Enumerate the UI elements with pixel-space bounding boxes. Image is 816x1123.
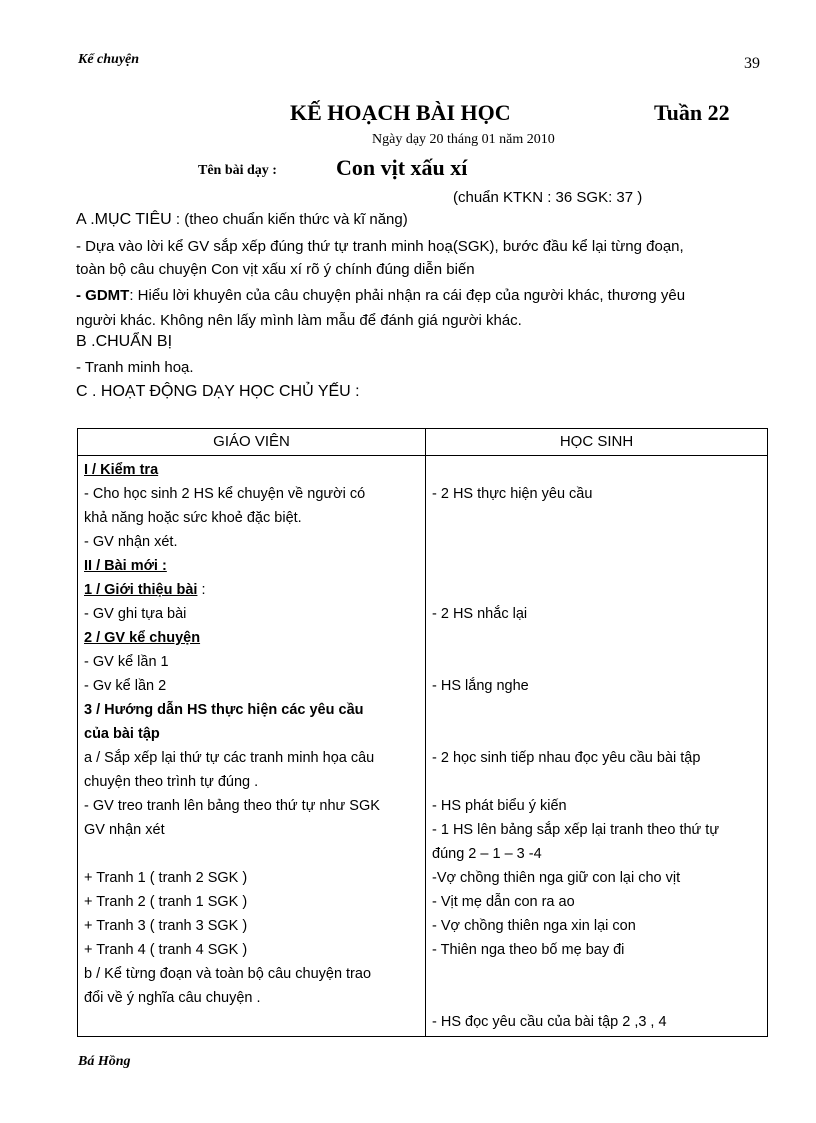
student-line: - 2 HS thực hiện yêu cầu [432,486,593,502]
teacher-intro-heading: 1 / Giới thiệu bài [84,582,198,598]
teacher-line: đổi về ý nghĩa câu chuyện . [84,990,261,1006]
student-line [432,986,761,1010]
teacher-line: I / Kiểm tra [84,462,159,478]
section-a-heading [76,211,408,229]
teacher-line: + Tranh 4 ( tranh 4 SGK ) [84,942,248,958]
teacher-line: - GV kể lần 1 [84,654,169,670]
student-line [432,626,761,650]
teacher-intro-suffix: : [197,582,206,598]
header-subject: Kể chuyện [78,52,140,67]
teacher-line: - GV treo tranh lên bảng theo thứ tự như SGK [84,798,380,814]
gdmt-label: - GDMT [76,287,130,304]
student-line: - 2 HS nhắc lại [432,606,528,622]
student-line: - Thiên nga theo bố mẹ bay đi [432,942,625,958]
gdmt-line-2: người khác. Không nên lấy mình làm mẫu để đánh giá người khác. [76,312,522,329]
teacher-line: chuyện theo trình tự đúng . [84,774,259,790]
teacher-line: a / Sắp xếp lại thứ tự các tranh minh họa câu [84,750,375,766]
student-line [432,650,761,674]
student-line [432,722,761,746]
teacher-column-header: GIÁO VIÊN [78,429,426,456]
student-line: đúng 2 – 1 – 3 -4 [432,846,542,862]
table-body-row [78,456,768,1037]
student-line [432,962,761,986]
teacher-line [84,578,419,602]
lesson-label: Tên bài dạy : [198,163,277,178]
student-line [432,530,761,554]
teacher-line: khả năng hoặc sức khoẻ đặc biệt. [84,510,302,526]
student-line: - HS lắng nghe [432,678,529,694]
page-number: 39 [744,55,760,72]
section-b-title: B .CHUẨN BỊ [76,333,173,350]
activity-table [77,428,768,1037]
gdmt-line-1 [76,287,685,304]
page-title: KẾ HOẠCH BÀI HỌC [290,100,511,125]
student-line: - 1 HS lên bảng sắp xếp lại tranh theo thứ tự [432,822,720,838]
standard-reference: (chuẩn KTKN : 36 SGK: 37 ) [453,189,643,206]
teacher-line: + Tranh 2 ( tranh 1 SGK ) [84,894,248,910]
teacher-line: + Tranh 1 ( tranh 2 SGK ) [84,870,248,886]
lesson-name: Con vịt xấu xí [336,155,468,180]
teacher-line: 3 / Hướng dẫn HS thực hiện các yêu cầu [84,702,364,718]
student-line: -Vợ chồng thiên nga giữ con lại cho vịt [432,870,681,886]
table-header-row [78,429,768,456]
teacher-column [78,456,426,1037]
section-a-title: A .MỤC TIÊU [76,211,172,228]
student-line: - HS phát biểu ý kiến [432,798,567,814]
teacher-line: - Gv kể lần 2 [84,678,167,694]
week-label: Tuần 22 [654,100,730,125]
objective-line-2: toàn bộ câu chuyện Con vịt xấu xí rõ ý chính đúng diễn biến [76,261,475,278]
teacher-line: của bài tập [84,726,160,742]
teacher-line: 2 / GV kể chuyện [84,630,201,646]
student-line [432,458,761,482]
teacher-line: II / Bài mới : [84,558,167,574]
student-line [432,578,761,602]
student-line: - HS đọc yêu cầu của bài tập 2 ,3 , 4 [432,1014,667,1030]
section-c-title: C . HOẠT ĐỘNG DẠY HỌC CHỦ YẾU : [76,383,360,400]
teacher-line: + Tranh 3 ( tranh 3 SGK ) [84,918,248,934]
footer-author: Bá Hồng [78,1054,131,1069]
objective-line-1: - Dựa vào lời kể GV sắp xếp đúng thứ tự tranh minh hoạ(SGK), bước đầu kể lại từng đoạn, [76,238,684,255]
student-column-header: HỌC SINH [426,429,768,456]
student-line [432,698,761,722]
student-line: - 2 học sinh tiếp nhau đọc yêu cầu bài tập [432,750,701,766]
teaching-date: Ngày dạy 20 tháng 01 năm 2010 [372,132,555,147]
student-line: - Vợ chồng thiên nga xin lại con [432,918,636,934]
gdmt-text-1: : Hiểu lời khuyên của câu chuyện phải nhận ra cái đẹp của người khác, thương yêu [129,287,686,304]
teacher-line: GV nhận xét [84,822,165,838]
teacher-line [84,842,419,866]
teacher-line: - GV ghi tựa bài [84,606,187,622]
student-line: - Vịt mẹ dẫn con ra ao [432,894,575,910]
section-a-suffix: : (theo chuẩn kiến thức và kĩ năng) [171,211,408,228]
student-column [426,456,768,1037]
teacher-line: - GV nhận xét. [84,534,178,550]
teacher-line: - Cho học sinh 2 HS kể chuyện về người có [84,486,366,502]
preparation-line: - Tranh minh hoạ. [76,359,194,376]
teacher-line: b / Kể từng đoạn và toàn bộ câu chuyện trao [84,966,372,982]
student-line [432,554,761,578]
student-line [432,506,761,530]
student-line [432,770,761,794]
